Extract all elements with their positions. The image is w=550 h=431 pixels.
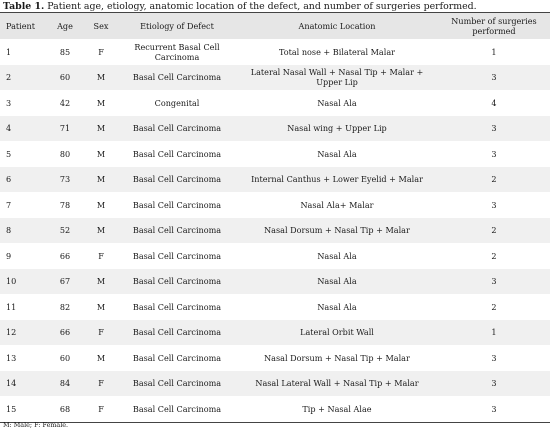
table-header-row <box>0 13 550 40</box>
cell-patient: 3 <box>6 97 12 108</box>
cell-location: Nasal Dorsum + Nasal Tip + Malar <box>264 352 410 363</box>
cell-surgeries: 4 <box>491 97 497 108</box>
cell-etiology: Basal Cell Carcinoma <box>118 218 236 244</box>
table-row <box>0 243 550 269</box>
cell-sex: M <box>84 269 118 295</box>
cell-age: 60 <box>59 352 71 363</box>
cell-patient: 7 <box>6 199 12 210</box>
table-row <box>0 116 550 142</box>
cell-age: 80 <box>59 148 71 159</box>
cell-patient: 4 <box>0 116 46 142</box>
cell-etiology: Basal Cell Carcinoma <box>118 116 236 142</box>
table-caption-text: Patient age, etiology, anatomic location of the defect, and number of surgeries performed. <box>44 1 477 12</box>
table-caption-label: Table 1. <box>3 1 45 12</box>
cell-location: Lateral Nasal Wall + Nasal Tip + Malar + Upper Lip <box>236 65 438 91</box>
cell-sex: F <box>84 320 118 346</box>
cell-location: Total nose + Bilateral Malar <box>278 46 396 57</box>
table-row <box>0 141 550 167</box>
cell-location: Nasal Ala <box>317 148 357 159</box>
cell-age: 82 <box>59 301 71 312</box>
cell-location: Internal Canthus + Lower Eyelid + Malar <box>236 167 438 193</box>
cell-surgeries: 2 <box>491 301 497 312</box>
cell-etiology: Basal Cell Carcinoma <box>132 352 222 363</box>
cell-sex: F <box>84 371 118 397</box>
table-row <box>0 192 550 218</box>
cell-etiology: Basal Cell Carcinoma <box>118 167 236 193</box>
cell-etiology: Basal Cell Carcinoma <box>118 65 236 91</box>
cell-patient: 6 <box>0 167 46 193</box>
cell-surgeries: 2 <box>438 218 550 244</box>
cell-surgeries: 1 <box>491 46 497 57</box>
cell-location: Nasal Ala <box>236 269 438 295</box>
cell-patient: 15 <box>0 396 46 422</box>
table-row <box>0 218 550 244</box>
table-row <box>0 371 550 397</box>
cell-etiology: Basal Cell Carcinoma <box>118 396 236 422</box>
cell-sex: M <box>96 352 106 363</box>
cell-etiology: Basal Cell Carcinoma <box>132 148 222 159</box>
cell-sex: F <box>84 396 118 422</box>
cell-surgeries: 2 <box>491 250 497 261</box>
cell-surgeries: 3 <box>438 116 550 142</box>
cell-patient: 8 <box>0 218 46 244</box>
table-row <box>0 269 550 295</box>
cell-etiology: Basal Cell Carcinoma <box>118 371 236 397</box>
cell-etiology: Basal Cell Carcinoma <box>132 301 222 312</box>
cell-surgeries: 3 <box>438 269 550 295</box>
cell-age: 85 <box>59 46 71 57</box>
cell-age: 52 <box>46 218 84 244</box>
cell-age: 68 <box>46 396 84 422</box>
cell-sex: F <box>98 46 104 57</box>
cell-surgeries: 3 <box>438 65 550 91</box>
cell-age: 78 <box>59 199 71 210</box>
cell-patient: 11 <box>6 301 17 312</box>
patient-table <box>0 12 550 423</box>
cell-age: 66 <box>46 320 84 346</box>
table-row <box>0 65 550 91</box>
cell-sex: M <box>84 116 118 142</box>
cell-location: Nasal Ala <box>317 301 357 312</box>
cell-patient: 5 <box>6 148 12 159</box>
cell-surgeries: 1 <box>438 320 550 346</box>
cell-surgeries: 3 <box>491 199 497 210</box>
cell-sex: F <box>98 250 104 261</box>
table-row <box>0 320 550 346</box>
cell-surgeries: 3 <box>491 352 497 363</box>
cell-etiology: Congenital <box>154 97 200 108</box>
cell-age: 66 <box>59 250 71 261</box>
cell-patient: 10 <box>0 269 46 295</box>
header-patient: Patient <box>0 13 46 40</box>
cell-patient: 14 <box>0 371 46 397</box>
cell-surgeries: 3 <box>491 148 497 159</box>
cell-age: 60 <box>46 65 84 91</box>
cell-age: 71 <box>46 116 84 142</box>
cell-location: Nasal Ala <box>317 97 357 108</box>
cell-surgeries: 3 <box>438 371 550 397</box>
table-row <box>0 167 550 193</box>
header-sex: Sex <box>84 13 118 40</box>
header-age: Age <box>46 13 84 40</box>
cell-age: 67 <box>46 269 84 295</box>
cell-location: Tip + Nasal Alae <box>236 396 438 422</box>
cell-location: Nasal Lateral Wall + Nasal Tip + Malar <box>236 371 438 397</box>
table-footnote: M: Male; F: Female. <box>3 421 69 429</box>
cell-etiology: Basal Cell Carcinoma <box>118 320 236 346</box>
cell-etiology: Basal Cell Carcinoma <box>118 269 236 295</box>
cell-location: Nasal Dorsum + Nasal Tip + Malar <box>236 218 438 244</box>
cell-sex: M <box>84 65 118 91</box>
table-row <box>0 345 550 371</box>
cell-location: Nasal wing + Upper Lip <box>236 116 438 142</box>
cell-sex: M <box>96 97 106 108</box>
cell-patient: 9 <box>6 250 12 261</box>
cell-patient: 2 <box>0 65 46 91</box>
header-location: Anatomic Location <box>236 13 438 40</box>
cell-age: 84 <box>46 371 84 397</box>
cell-sex: M <box>84 218 118 244</box>
cell-etiology: Basal Cell Carcinoma <box>132 199 222 210</box>
header-etiology: Etiology of Defect <box>118 13 236 40</box>
cell-sex: M <box>96 301 106 312</box>
cell-age: 42 <box>59 97 71 108</box>
table-row <box>0 396 550 422</box>
cell-location: Lateral Orbit Wall <box>236 320 438 346</box>
cell-location: Nasal Ala <box>317 250 357 261</box>
cell-etiology: Recurrent Basal Cell Carcinoma <box>134 41 220 62</box>
table-row <box>0 294 550 320</box>
cell-age: 73 <box>46 167 84 193</box>
table-row <box>0 39 550 65</box>
header-surgeries: Number of surgeries performed <box>438 13 550 40</box>
table-row <box>0 90 550 116</box>
cell-location: Nasal Ala+ Malar <box>300 199 374 210</box>
cell-patient: 1 <box>6 46 12 57</box>
cell-surgeries: 2 <box>438 167 550 193</box>
cell-sex: M <box>96 199 106 210</box>
cell-etiology: Basal Cell Carcinoma <box>132 250 222 261</box>
cell-patient: 12 <box>0 320 46 346</box>
cell-surgeries: 3 <box>438 396 550 422</box>
cell-sex: M <box>84 167 118 193</box>
cell-sex: M <box>96 148 106 159</box>
cell-patient: 13 <box>6 352 17 363</box>
